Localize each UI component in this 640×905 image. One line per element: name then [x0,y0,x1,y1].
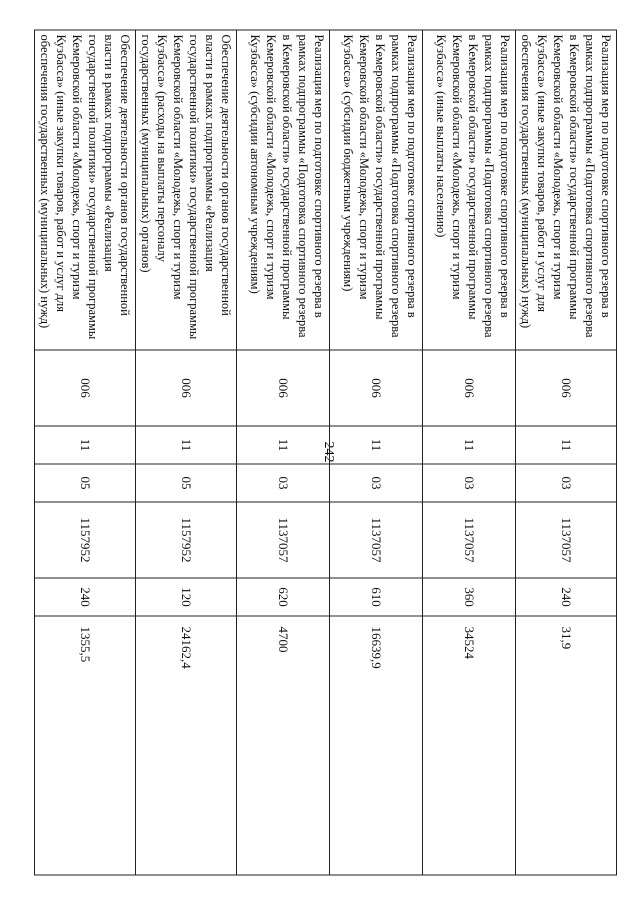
amount: 1355,5 [35,616,136,875]
subsection-code: 03 [516,464,617,502]
expense-type-code: 610 [330,578,423,616]
ministry-code: 006 [136,350,237,426]
target-article-code: 1137057 [237,502,330,578]
row-description: Реализация мер по подготовке спортивного резерва в рамках подпрограммы «Подготовка спортивного резерва в Кемеровской области» государственной программы Кемеровской области «Молодежь, спорт и туризм Кузбасса» (иные закупки товаров, работ и услуг для обеспечения государственных (муниципальных) нужд) [516,30,617,350]
expense-type-code: 620 [237,578,330,616]
row-description: Обеспечение деятельности органов государственной власти в рамках подпрограммы «Реализация государственной политики» государственной программы Кемеровской области «Молодежь, спорт и туризм Кузбасса» (иные закупки товаров, работ и услуг для обеспечения государственных (муниципальных) нужд) [35,30,136,350]
expense-type-code: 240 [516,578,617,616]
amount: 4700 [237,616,330,875]
amount: 24162,4 [136,616,237,875]
table-row [136,30,237,875]
subsection-code: 03 [423,464,516,502]
section-code: 11 [330,426,423,464]
section-code: 11 [237,426,330,464]
table-row [423,30,516,875]
table-row [516,30,617,875]
table-row [330,30,423,875]
expense-type-code: 240 [35,578,136,616]
subsection-code: 05 [35,464,136,502]
budget-table [34,29,617,875]
page-number: 242 [321,441,336,463]
subsection-code: 03 [237,464,330,502]
amount: 31,9 [516,616,617,875]
ministry-code: 006 [35,350,136,426]
target-article-code: 1157952 [35,502,136,578]
row-description: Реализация мер по подготовке спортивного резерва в рамках подпрограммы «Подготовка спортивного резерва в Кемеровской области» государственной программы Кемеровской области «Молодежь, спорт и туризм Кузбасса» (субсидии бюджетным учреждениям) [330,30,423,350]
target-article-code: 1137057 [516,502,617,578]
amount: 34524 [423,616,516,875]
row-description: Обеспечение деятельности органов государственной власти в рамках подпрограммы «Реализация государственной политики» государственной программы Кемеровской области «Молодежь, спорт и туризм Кузбасса» (расходы на выплаты персоналу государственных (муниципальных) органов) [136,30,237,350]
ministry-code: 006 [237,350,330,426]
section-code: 11 [136,426,237,464]
section-code: 11 [516,426,617,464]
section-code: 11 [423,426,516,464]
ministry-code: 006 [423,350,516,426]
target-article-code: 1137057 [423,502,516,578]
budget-table-frame [38,29,617,874]
table-row [237,30,330,875]
expense-type-code: 360 [423,578,516,616]
ministry-code: 006 [516,350,617,426]
ministry-code: 006 [330,350,423,426]
amount: 16639,9 [330,616,423,875]
table-row [35,30,136,875]
target-article-code: 1157952 [136,502,237,578]
section-code: 11 [35,426,136,464]
row-description: Реализация мер по подготовке спортивного резерва в рамках подпрограммы «Подготовка спортивного резерва в Кемеровской области» государственной программы Кемеровской области «Молодежь, спорт и туризм Кузбасса» (субсидии автономным учреждениям) [237,30,330,350]
budget-table-rotated [38,29,617,874]
subsection-code: 05 [136,464,237,502]
target-article-code: 1137057 [330,502,423,578]
subsection-code: 03 [330,464,423,502]
row-description: Реализация мер по подготовке спортивного резерва в рамках подпрограммы «Подготовка спортивного резерва в Кемеровской области» государственной программы Кемеровской области «Молодежь, спорт и туризм Кузбасса» (иные выплаты населению) [423,30,516,350]
expense-type-code: 120 [136,578,237,616]
